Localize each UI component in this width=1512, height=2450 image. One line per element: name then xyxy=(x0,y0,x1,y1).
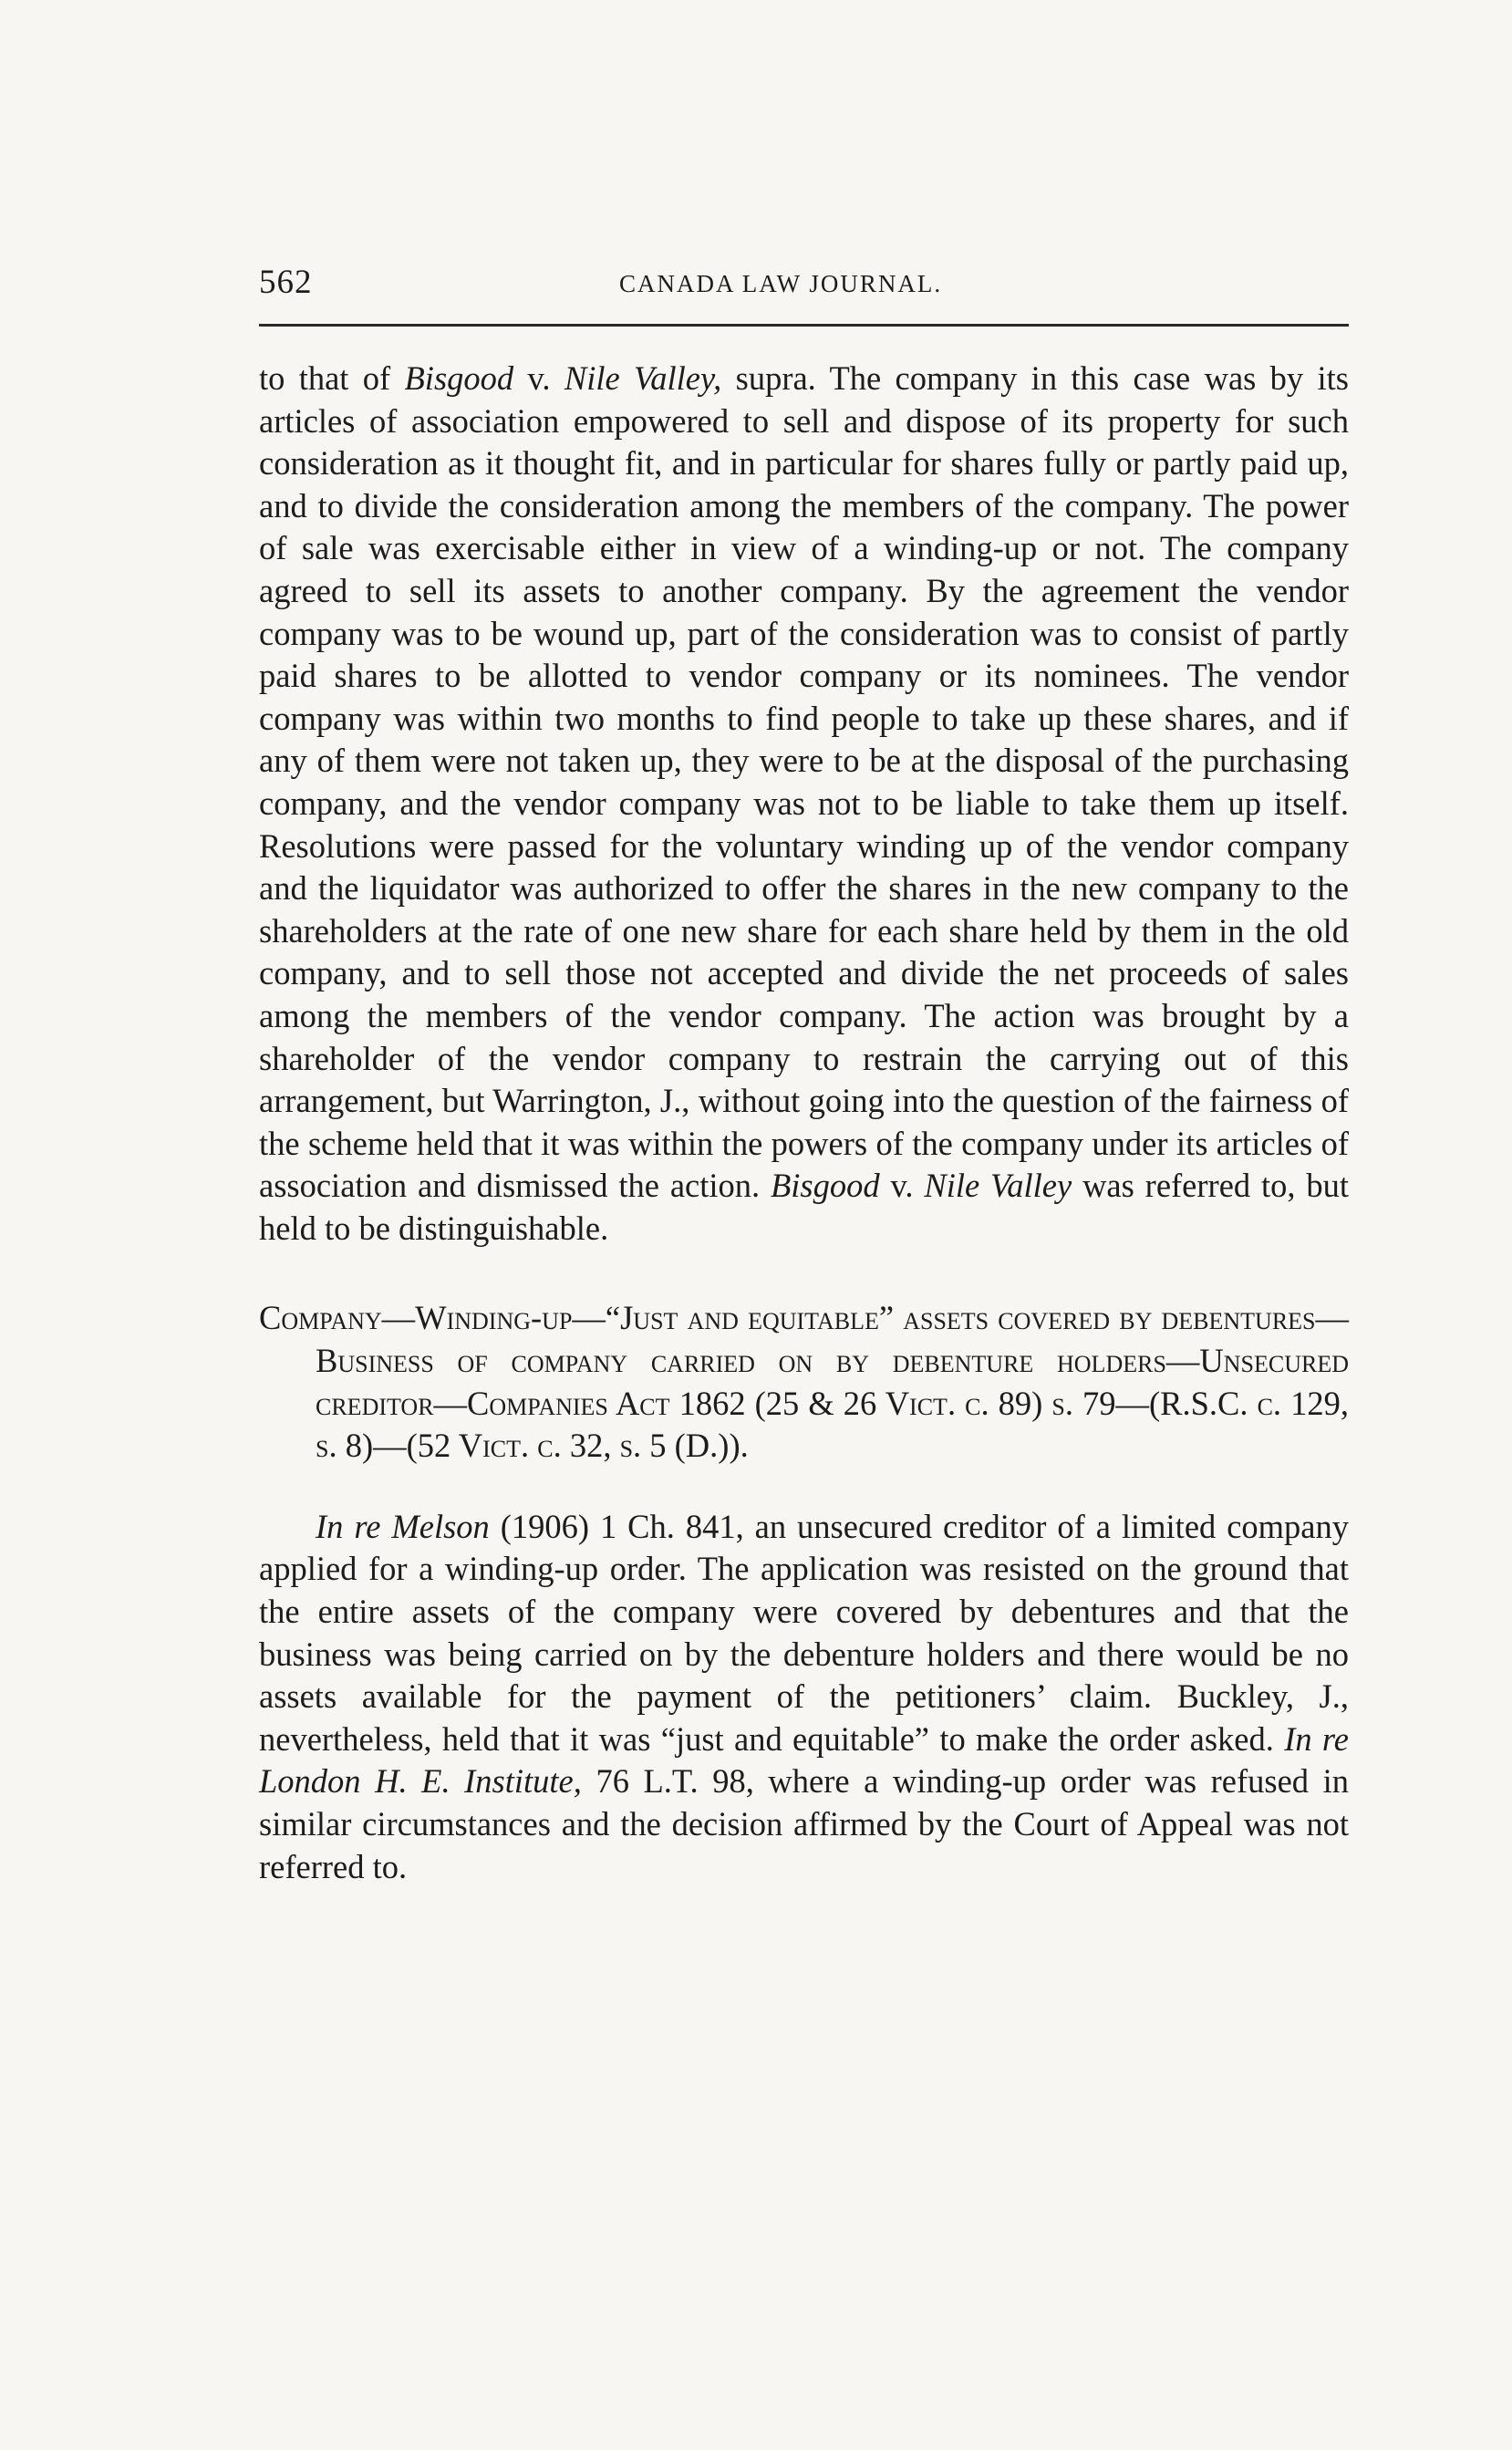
header-rule xyxy=(259,324,1349,327)
headnote-company-winding-up: Company—Winding-up—“Just and equitable” assets covered by debentures—Business of company carried on by debenture holders—Unsecured creditor—Companies Act 1862 (25 & 26 Vict. c. 89) s. 79—(R.S.C. c. 129, s. 8)—(52 Vict. c. 32, s. 5 (D.)). xyxy=(259,1299,1349,1465)
running-head xyxy=(259,255,1353,310)
journal-page xyxy=(259,255,1353,1885)
journal-title: CANADA LAW JOURNAL. xyxy=(619,270,943,297)
text-run: v. xyxy=(879,1167,925,1205)
text-run: 76 L.T. 98, where a winding-up order was refused in similar circumstances and the decision affirmed by the Court of Appeal was not referred to. xyxy=(259,1762,1350,1885)
case-name: In re Melson xyxy=(316,1507,490,1545)
text-run: was referred to, but held to be distinguishable. xyxy=(259,1167,1349,1247)
text-run: supra. The company in this case was by its articles of association empowered to sell and dispose of its property for such consideration as it thought fit, and in particular for shares fully or partly paid up, and to divide the consideration among the members of the company. The power of sale was exercisable either in view of a winding-up or not. The company agreed to sell its assets to another company. By the agreement the vendor company was to be wound up, part of the consideration was to consist of partly paid shares to be allotted to vendor company or its nominees. The vendor company was within two months to find people to take up these shares, and if any of them were not taken up, they were to be at the disposal of the purchasing company, and the vendor company was not to be liable to take them up itself. Resolutions were passed for the voluntary winding up of the vendor company and the liquidator was authorized to offer the shares in the new company to the shareholders at the rate of one new share for each share held by them in the old company, and to sell those not accepted and divide the net proceeds of sales among the members of the vendor company. The action was brought by a shareholder of the vendor company to restrain the carrying out of this arrangement, but Warrington, J., without going into the question of the fairness of the scheme held that it was within the powers of the company under its articles of association and dismissed the action. xyxy=(259,359,1349,1205)
text-run: to that of xyxy=(259,359,405,397)
case-name: Bisgood xyxy=(404,359,514,397)
case-name: In re London H. E. Institute, xyxy=(259,1719,1349,1801)
case-name: Bisgood xyxy=(771,1167,880,1205)
article-body xyxy=(259,358,1349,1888)
page-number: 562 xyxy=(259,264,313,301)
text-run: (1906) 1 Ch. 841, an unsecured creditor of a limited company applied for a winding-up order. The application was resisted on the ground that the entire assets of the company were covered by debentures and that the business was being carried on by the debenture holders and there would be no assets available for the payment of the petitioners’ claim. Buckley, J., nevertheless, held that it was “just and equitable” to make the order asked. xyxy=(259,1507,1349,1758)
case-name: Nile Valley, xyxy=(564,359,722,397)
paragraph-in-re-melson xyxy=(259,1506,1349,1888)
case-name: Nile Valley xyxy=(924,1167,1072,1205)
text-run: v. xyxy=(513,359,564,397)
paragraph-bisgood-continuation xyxy=(259,358,1349,1250)
